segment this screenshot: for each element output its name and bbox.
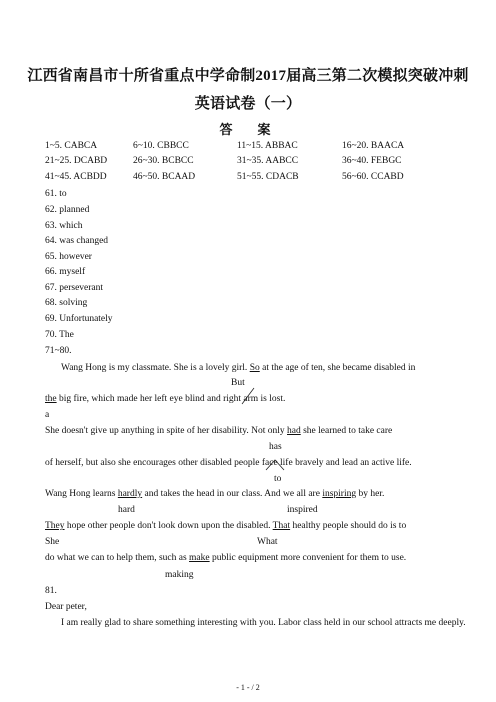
error-word: make xyxy=(189,553,210,563)
essay-label: 81. xyxy=(45,586,57,596)
answer-heading: 答 案 xyxy=(219,122,277,137)
correction-line-5: Wang Hong learns hardly and takes the head in our class. And we all are inspiring by her. xyxy=(45,489,385,499)
correction-fix: hard xyxy=(118,505,135,515)
answer-cell: 51~55. CDACB xyxy=(237,172,299,182)
answer-cell: 41~45. ACBDD xyxy=(45,172,107,182)
correction-fix: What xyxy=(257,537,278,547)
exam-subtitle: 英语试卷（一） xyxy=(194,96,302,112)
blank-answer: 70. The xyxy=(45,330,74,340)
blank-answer: 61. to xyxy=(45,189,67,199)
correction-line-7: do what we can to help them, such as make public equipment more convenient for them to use. xyxy=(45,553,407,563)
error-word: They xyxy=(45,521,65,531)
answer-cell: 26~30. BCBCC xyxy=(133,156,194,166)
error-word: the xyxy=(45,394,57,404)
correction-fix: making xyxy=(165,570,194,580)
answer-cell: 46~50. BCAAD xyxy=(133,172,196,182)
blank-answer: 63. which xyxy=(45,221,83,231)
answer-cell: 6~10. CBBCC xyxy=(133,141,189,151)
correction-fix: She xyxy=(45,537,60,547)
correction-fix: But xyxy=(231,378,245,388)
correction-fix: inspired xyxy=(287,505,318,515)
answer-cell: 21~25. DCABD xyxy=(45,156,108,166)
answer-cell: 1~5. CABCA xyxy=(45,141,98,151)
blank-answer: 64. was changed xyxy=(45,236,109,246)
blank-answer: 65. however xyxy=(45,252,92,262)
answer-cell: 56~60. CCABD xyxy=(342,172,404,182)
blank-answer: 66. myself xyxy=(45,267,86,277)
correction-line-1: Wang Hong is my classmate. She is a lovely girl. So at the age of ten, she became disabled in xyxy=(61,363,416,373)
error-word: hardly xyxy=(117,489,143,499)
exam-title: 江西省南昌市十所省重点中学命制2017届高三第二次模拟突破冲刺 xyxy=(27,68,469,84)
correction-line-2: the big fire, which made her left eye blind and right arm is lost. xyxy=(45,394,286,404)
answer-cell: 16~20. BAACA xyxy=(342,141,405,151)
blank-answer: 62. planned xyxy=(45,205,90,215)
correction-line-3: She doesn't give up anything in spite of her disability. Not only had she learned to take care xyxy=(45,426,393,436)
answer-cell: 11~15. ABBAC xyxy=(237,141,298,151)
correction-fix: a xyxy=(45,410,50,420)
answer-cell: 36~40. FEBGC xyxy=(342,156,402,166)
page-number: - 1 - / 2 xyxy=(236,683,260,692)
delete-slash-mark xyxy=(242,388,254,404)
blank-answer: 67. perseverant xyxy=(45,283,104,293)
answer-cell: 31~35. AABCC xyxy=(237,156,299,166)
blank-answer: 68. solving xyxy=(45,298,88,308)
correction-line-4: of herself, but also she encourages other disabled people face life bravely and lead an active life. xyxy=(45,458,412,468)
error-word: had xyxy=(287,426,301,436)
correction-fix: has xyxy=(269,442,282,452)
correction-fix: to xyxy=(274,474,282,484)
essay-line: I am really glad to share something interesting with you. Labor class held in our school attracts me deeply. xyxy=(61,618,466,628)
insert-caret-mark xyxy=(266,460,284,470)
error-word: That xyxy=(272,521,291,531)
correction-label: 71~80. xyxy=(45,346,72,356)
blank-answer: 69. Unfortunately xyxy=(45,314,113,324)
error-word: So xyxy=(249,363,260,373)
error-word: inspiring xyxy=(322,489,357,499)
essay-greeting: Dear peter, xyxy=(45,602,87,612)
correction-line-6: They hope other people don't look down upon the disabled. That healthy people should do is to xyxy=(45,521,407,531)
